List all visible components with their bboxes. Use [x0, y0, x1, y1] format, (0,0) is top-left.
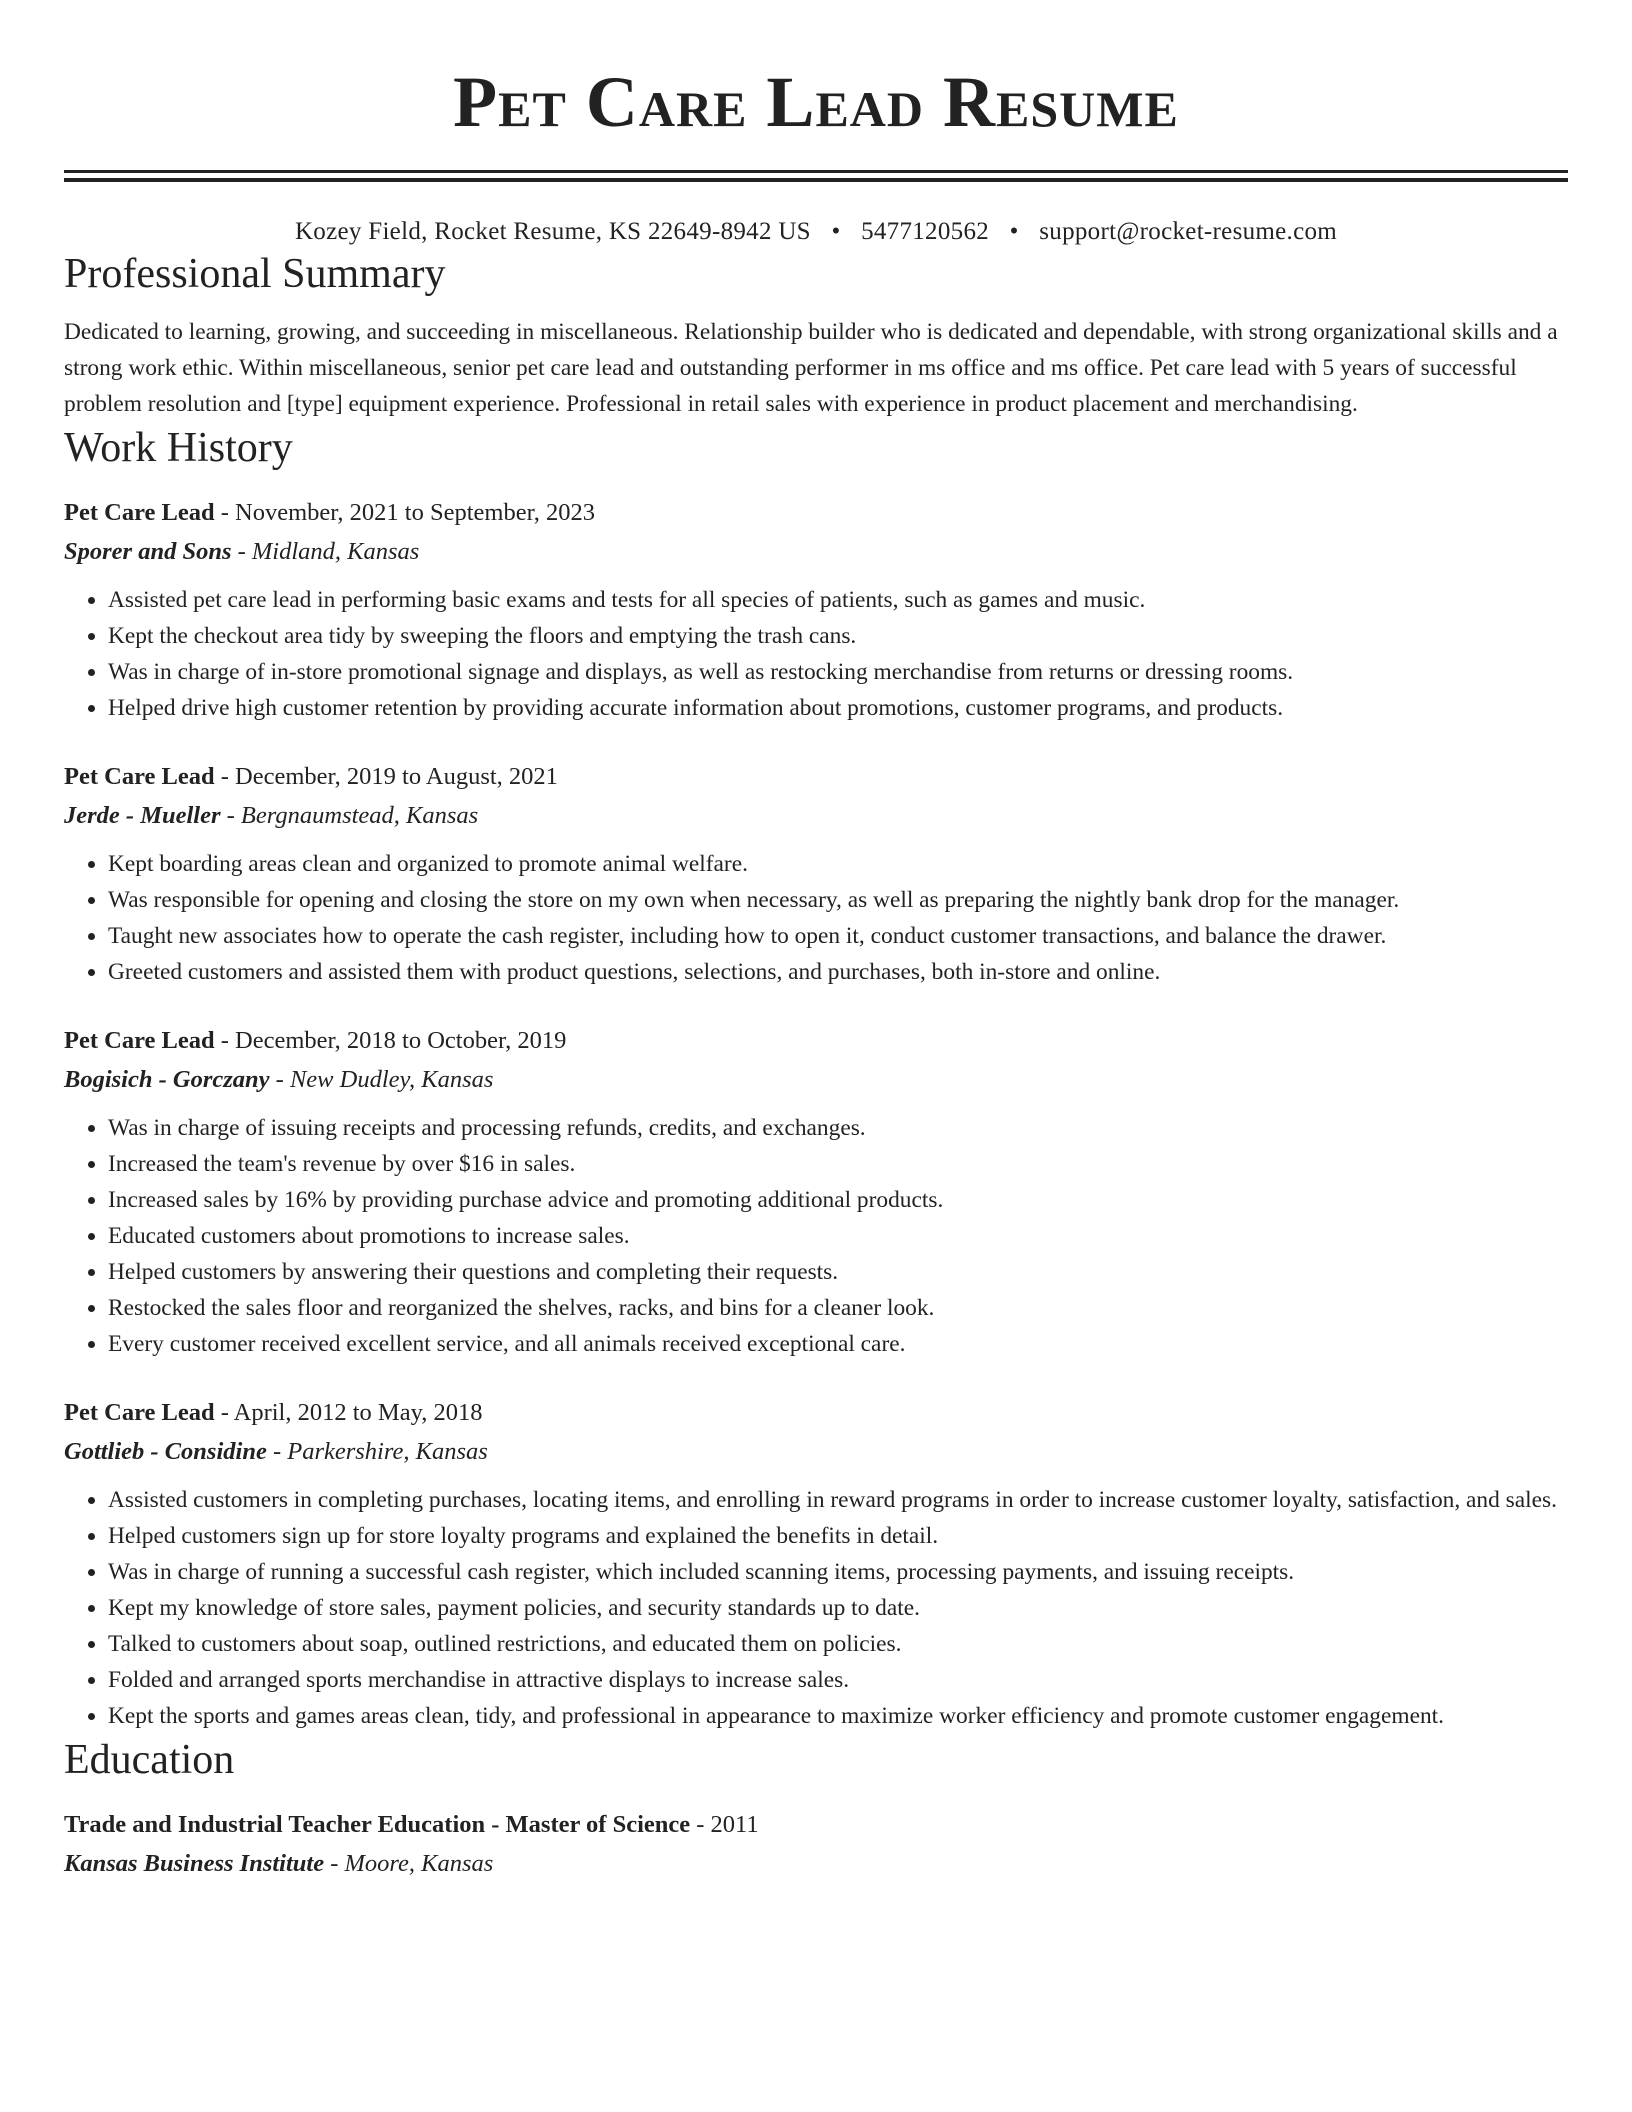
contact-line [64, 216, 1568, 248]
job-position: Pet Care Lead [64, 763, 215, 790]
job-bullet: • Helped customers sign up for store loyalty programs and explained the benefits in detail. [108, 1518, 1568, 1554]
job-company-line [64, 1060, 1568, 1100]
job-position: Pet Care Lead [64, 1399, 215, 1426]
education-degree-line [64, 1806, 1568, 1844]
job-bullet: • Kept boarding areas clean and organized to promote animal welfare. [108, 846, 1568, 882]
job-bullet: • Assisted pet care lead in performing basic exams and tests for all species of patients, such as games and music. [108, 582, 1568, 618]
job-bullet: • Was responsible for opening and closing the store on my own when necessary, as well as preparing the nightly bank drop for the manager. [108, 882, 1568, 918]
job-title-line [64, 1022, 1568, 1060]
job-bullets [64, 582, 1568, 726]
job-location: - Parkershire, Kansas [266, 1438, 488, 1465]
education-year: - 2011 [690, 1811, 759, 1838]
education-location: - Moore, Kansas [324, 1850, 494, 1877]
job-bullet: • Increased the team's revenue by over $16 in sales. [108, 1146, 1568, 1182]
job-bullet: • Was in charge of running a successful cash register, which included scanning items, processing payments, and issuing receipts. [108, 1554, 1568, 1590]
job-entry [64, 1394, 1568, 1734]
summary-text: Dedicated to learning, growing, and succeeding in miscellaneous. Relationship builder who is dedicated and dependable, with strong organizational skills and a strong work ethic. Within miscellaneous, senior pet care lead and outstanding performer in ms office and ms office. Pet care lead with 5 years of successful problem resolution and [type] equipment experience. Professional in retail sales with experience in product placement and merchandising. [64, 319, 1558, 417]
contact-separator: • [831, 218, 841, 245]
job-bullet: • Kept the checkout area tidy by sweeping the floors and emptying the trash cans. [108, 618, 1568, 654]
work-history-heading: Work History [64, 425, 293, 471]
job-dates: - December, 2019 to August, 2021 [214, 763, 558, 790]
job-bullet: • Folded and arranged sports merchandise in attractive displays to increase sales. [108, 1662, 1568, 1698]
job-position: Pet Care Lead [64, 499, 215, 526]
job-company-line [64, 796, 1568, 836]
job-bullet: • Helped customers by answering their questions and completing their requests. [108, 1254, 1568, 1290]
job-entry [64, 1022, 1568, 1362]
job-location: - New Dudley, Kansas [269, 1066, 494, 1093]
job-entry [64, 758, 1568, 990]
job-bullet: • Was in charge of in-store promotional signage and displays, as well as restocking merchandise from returns or dressing rooms. [108, 654, 1568, 690]
job-bullet: • Educated customers about promotions to increase sales. [108, 1218, 1568, 1254]
contact-phone: 5477120562 [861, 218, 990, 245]
job-dates: - April, 2012 to May, 2018 [214, 1399, 483, 1426]
job-bullet: • Assisted customers in completing purchases, locating items, and enrolling in reward programs in order to increase customer loyalty, satisfaction, and sales. [108, 1482, 1568, 1518]
job-bullet: • Helped drive high customer retention by providing accurate information about promotions, customer programs, and products. [108, 690, 1568, 726]
education-degree: Trade and Industrial Teacher Education - Master of Science [64, 1811, 691, 1838]
summary-heading: Professional Summary [64, 251, 446, 297]
job-entry [64, 494, 1568, 726]
job-title-line [64, 494, 1568, 532]
contact-address: Kozey Field, Rocket Resume, KS 22649-8942 US [294, 218, 811, 245]
job-bullet: • Every customer received excellent service, and all animals received exceptional care. [108, 1326, 1568, 1362]
job-bullet: • Was in charge of issuing receipts and processing refunds, credits, and exchanges. [108, 1110, 1568, 1146]
job-dates: - December, 2018 to October, 2019 [214, 1027, 567, 1054]
education-heading: Education [64, 1737, 235, 1783]
job-title-line [64, 1394, 1568, 1432]
job-bullet: • Taught new associates how to operate the cash register, including how to open it, conduct customer transactions, and balance the drawer. [108, 918, 1568, 954]
job-dates: - November, 2021 to September, 2023 [214, 499, 596, 526]
resume-title: Pet Care Lead Resume [453, 62, 1179, 142]
education-school-line [64, 1844, 1568, 1884]
job-bullet: • Restocked the sales floor and reorganized the shelves, racks, and bins for a cleaner look. [108, 1290, 1568, 1326]
job-bullet: • Kept the sports and games areas clean, tidy, and professional in appearance to maximize worker efficiency and promote customer engagement. [108, 1698, 1568, 1734]
job-company-line [64, 532, 1568, 572]
job-bullet: • Increased sales by 16% by providing purchase advice and promoting additional products. [108, 1182, 1568, 1218]
job-bullet: • Talked to customers about soap, outlined restrictions, and educated them on policies. [108, 1626, 1568, 1662]
title-divider [64, 170, 1568, 182]
job-company: Gottlieb - Considine [64, 1438, 267, 1465]
job-bullets [64, 1110, 1568, 1362]
job-company: Jerde - Mueller [64, 802, 221, 829]
job-title-line [64, 758, 1568, 796]
job-company: Sporer and Sons [64, 538, 232, 565]
job-location: - Bergnaumstead, Kansas [220, 802, 479, 829]
job-bullets [64, 1482, 1568, 1734]
job-company-line [64, 1432, 1568, 1472]
contact-separator: • [1009, 218, 1019, 245]
contact-email: support@rocket-resume.com [1039, 218, 1338, 245]
job-bullet: • Kept my knowledge of store sales, payment policies, and security standards up to date. [108, 1590, 1568, 1626]
education-entry [64, 1806, 1568, 1884]
job-location: - Midland, Kansas [231, 538, 420, 565]
education-school: Kansas Business Institute [64, 1850, 325, 1877]
job-bullets [64, 846, 1568, 990]
job-position: Pet Care Lead [64, 1027, 215, 1054]
job-bullet: • Greeted customers and assisted them with product questions, selections, and purchases, both in-store and online. [108, 954, 1568, 990]
job-company: Bogisich - Gorczany [64, 1066, 270, 1093]
